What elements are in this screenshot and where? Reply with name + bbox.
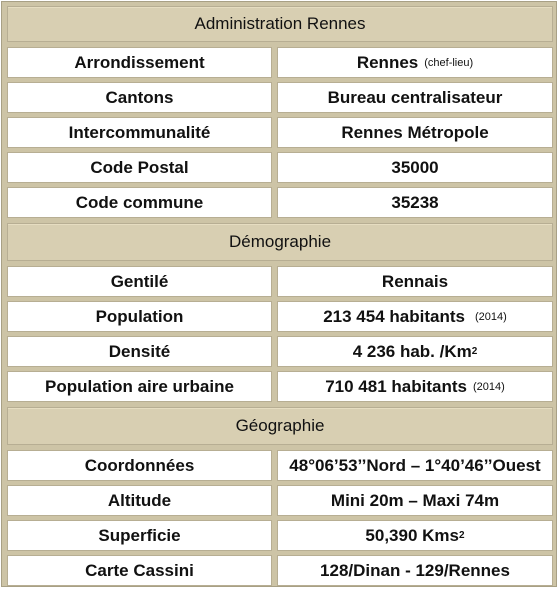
- note-aire-urbaine-year: (2014): [472, 380, 505, 393]
- label-population-aire-urbaine: Population aire urbaine: [7, 371, 272, 402]
- label-gentile: Gentilé: [7, 266, 272, 297]
- value-code-commune: 35238: [277, 187, 553, 218]
- label-coordonnees: Coordonnées: [7, 450, 272, 481]
- label-carte-cassini: Carte Cassini: [7, 555, 272, 586]
- label-arrondissement: Arrondissement: [7, 47, 272, 78]
- label-densite: Densité: [7, 336, 272, 367]
- value-densite-text: 4 236 hab. /Km: [352, 341, 472, 361]
- value-arrondissement-text: Rennes: [356, 52, 419, 72]
- value-gentile: Rennais: [277, 266, 553, 297]
- commune-infobox: [1, 1, 557, 587]
- value-aire-urbaine-text: 710 481 habitants: [325, 376, 467, 396]
- value-superficie-text: 50,390 Kms: [365, 525, 459, 545]
- note-chef-lieu: (chef-lieu): [424, 56, 474, 69]
- value-arrondissement: [277, 47, 553, 78]
- label-intercommunalite: Intercommunalité: [7, 117, 272, 148]
- section-header-demographie: Démographie: [7, 223, 553, 261]
- label-population: Population: [7, 301, 272, 332]
- section-header-administration: Administration Rennes: [7, 6, 553, 42]
- value-population: [277, 301, 553, 332]
- label-altitude: Altitude: [7, 485, 272, 516]
- value-cantons: Bureau centralisateur: [277, 82, 553, 113]
- value-population-aire-urbaine: [277, 371, 553, 402]
- value-carte-cassini: 128/Dinan - 129/Rennes: [277, 555, 553, 586]
- value-population-text: 213 454 habitants: [323, 306, 465, 326]
- note-population-year: (2014): [474, 310, 507, 323]
- value-intercommunalite: Rennes Métropole: [277, 117, 553, 148]
- value-altitude: Mini 20m – Maxi 74m: [277, 485, 553, 516]
- label-code-postal: Code Postal: [7, 152, 272, 183]
- value-superficie: 50,390 Kms 2: [277, 520, 553, 551]
- value-coordonnees: 48°06’53’’Nord – 1°40’46’’Ouest: [277, 450, 553, 481]
- value-code-postal: 35000: [277, 152, 553, 183]
- label-superficie: Superficie: [7, 520, 272, 551]
- section-header-geographie: Géographie: [7, 407, 553, 445]
- label-cantons: Cantons: [7, 82, 272, 113]
- label-code-commune: Code commune: [7, 187, 272, 218]
- value-densite: 4 236 hab. /Km 2: [277, 336, 553, 367]
